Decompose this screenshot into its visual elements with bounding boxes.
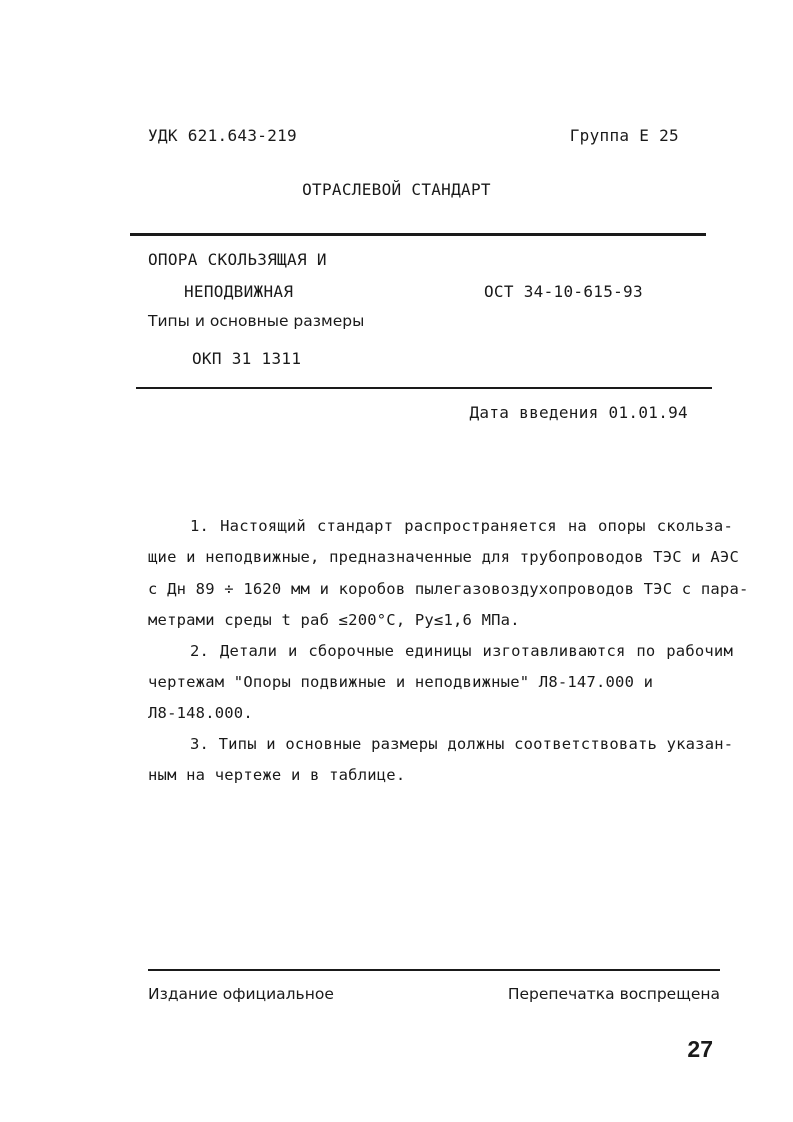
reprint-notice: Перепечатка воспрещена: [507, 985, 720, 1003]
standard-designation: ОСТ 34-10-615-93: [484, 282, 643, 301]
clause-2-line-2: чертежам "Опоры подвижные и неподвижные" Л8-147.000 и: [148, 673, 654, 691]
subtitle: Типы и основные размеры: [148, 312, 365, 330]
page-number: 27: [687, 1036, 713, 1062]
title-line2: НЕПОДВИЖНАЯ: [184, 282, 294, 301]
clause-1-line-2: щие и неподвижные, предназначенные для трубопроводов ТЭС и АЭС: [148, 548, 739, 566]
udk-code: УДК 621.643-219: [148, 126, 297, 145]
clause-1-line-1: 1. Настоящий стандарт распространяется на опоры скольза-: [190, 517, 733, 535]
date-intro: Дата введения 01.01.94: [469, 403, 688, 422]
edition-label: Издание официальное: [148, 985, 334, 1003]
title-rule: [136, 387, 712, 389]
standard-type: ОТРАСЛЕВОЙ СТАНДАРТ: [302, 180, 491, 199]
footer-rule: [148, 969, 720, 971]
clause-3-line-2: ным на чертеже и в таблице.: [148, 766, 406, 784]
title-line1: ОПОРА СКОЛЬЗЯЩАЯ И: [148, 250, 327, 269]
clause-1-line-4: метрами среды t раб ≤200°С, Ру≤1,6 МПа.: [148, 611, 520, 629]
top-rule: [130, 233, 706, 236]
clause-1-line-3: с Дн 89 ÷ 1620 мм и коробов пылегазовоздухопроводов ТЭС с пара-: [148, 580, 749, 598]
okp-code: ОКП 31 1311: [192, 349, 302, 368]
group-code: Группа Е 25: [569, 126, 679, 145]
clause-2-line-3: Л8-148.000.: [148, 704, 253, 722]
clause-3-line-1: 3. Типы и основные размеры должны соответствовать указан-: [190, 735, 734, 753]
clause-2-line-1: 2. Детали и сборочные единицы изготавливаются по рабочим: [190, 642, 733, 660]
